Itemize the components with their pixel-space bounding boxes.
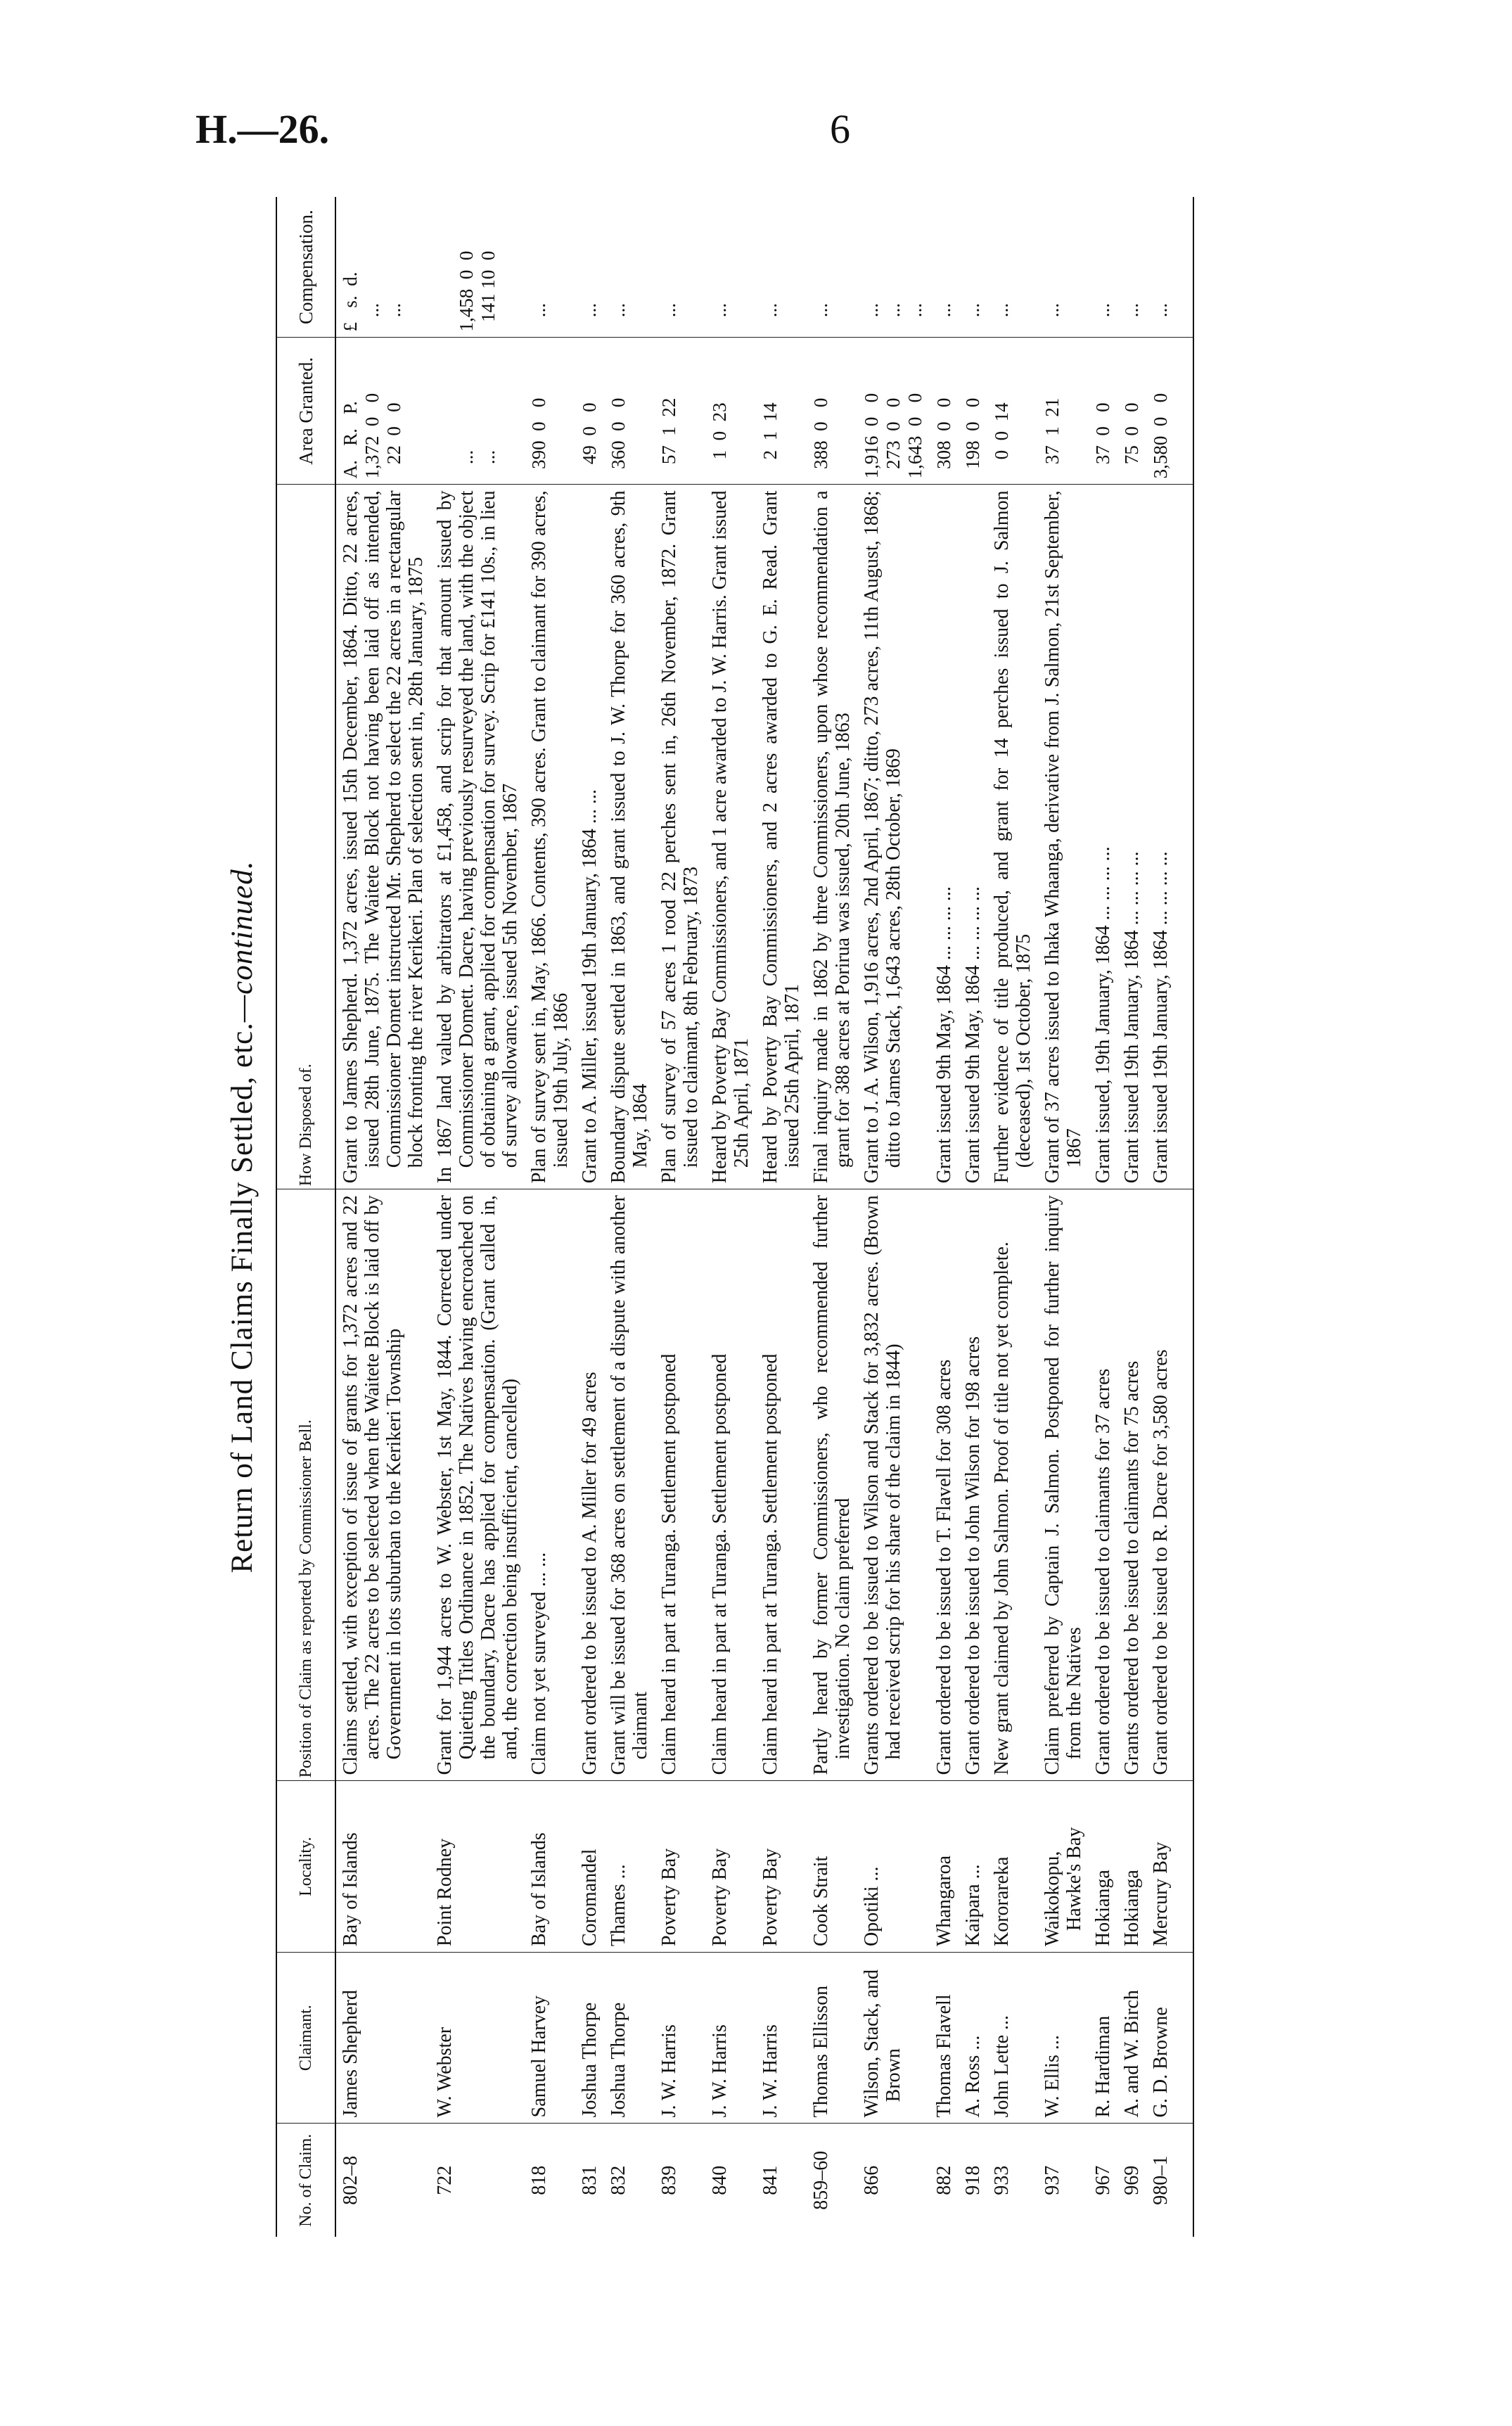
- cell-locality: Hokianga: [1117, 1781, 1146, 1953]
- table-row: [987, 197, 1038, 2237]
- cell-compensation: ...: [604, 197, 655, 338]
- cell-locality: Opotiki ...: [857, 1781, 930, 1953]
- cell-claim-no: 802–8: [340, 2155, 361, 2205]
- table-row: [604, 197, 655, 2237]
- cell-disposed: Plan of survey of 57 acres 1 rood 22 perches sent in, 26th November, 1872. Grant issued to claimant, 8th February, 1873: [655, 485, 705, 1189]
- cell-claim-no: 840: [709, 2165, 731, 2195]
- col-header-area: Area Granted.: [276, 338, 335, 485]
- cell-area: 1 0 23: [705, 338, 756, 485]
- cell-compensation: ...: [575, 197, 604, 338]
- page-number: 6: [830, 106, 850, 152]
- cell-claim-no: 722: [434, 2165, 456, 2195]
- cell-area: A. R. P. 1,372 0 0 22 0 0: [335, 338, 430, 485]
- table-row: [756, 197, 807, 2237]
- cell-claimant: Thomas Ellisson: [807, 1953, 857, 2124]
- table-row: [705, 197, 756, 2237]
- col-header-claimant: Claimant.: [276, 1953, 335, 2124]
- cell-disposed: Heard by Poverty Bay Commissioners, and 2 acres awarded to G. E. Read. Grant issued 25th April, 1871: [756, 485, 807, 1189]
- cell-area: 2 1 14: [756, 338, 807, 485]
- cell-position: Claim heard in part at Turanga. Settlement postponed: [756, 1189, 807, 1781]
- cell-locality: Thames ...: [604, 1781, 655, 1953]
- cell-compensation: ...: [525, 197, 575, 338]
- cell-position: Grant ordered to be issued to A. Miller for 49 acres: [575, 1189, 604, 1781]
- cell-claim-no: 832: [608, 2165, 629, 2195]
- cell-compensation: ...: [959, 197, 987, 338]
- cell-locality: Whangaroa: [930, 1781, 959, 1953]
- table-row: [575, 197, 604, 2237]
- header-row: [276, 197, 335, 2237]
- cell-claimant: J. W. Harris: [756, 1953, 807, 2124]
- cell-compensation: ...: [1146, 197, 1193, 338]
- cell-compensation: ...: [1089, 197, 1117, 338]
- table-row: [655, 197, 705, 2237]
- cell-disposed: Heard by Poverty Bay Commissioners, and 1 acre awarded to J. W. Harris. Grant issued 25th April, 1871: [705, 485, 756, 1189]
- cell-compensation: ...: [930, 197, 959, 338]
- cell-claimant: John Lette ...: [987, 1953, 1038, 2124]
- table-row: [1038, 197, 1089, 2237]
- cell-claimant: R. Hardiman: [1089, 1953, 1117, 2124]
- cell-position: Claim heard in part at Turanga. Settlement postponed: [705, 1189, 756, 1781]
- cell-compensation: ...: [987, 197, 1038, 338]
- cell-claimant: Samuel Harvey: [525, 1953, 575, 2124]
- cell-position: Grant ordered to be issued to claimants for 37 acres: [1089, 1189, 1117, 1781]
- cell-area: 0 0 14: [987, 338, 1038, 485]
- cell-claim-no: 918: [962, 2165, 984, 2195]
- table-row: [430, 197, 525, 2237]
- cell-locality: Kaipara ...: [959, 1781, 987, 1953]
- table-row: [1146, 197, 1193, 2237]
- cell-claim-no: 839: [658, 2165, 680, 2195]
- table-body: [335, 197, 1193, 2237]
- table-row: [959, 197, 987, 2237]
- cell-disposed: Grant of 37 acres issued to Ihaka Whaanga, derivative from J. Salmon, 21st September, 1867: [1038, 485, 1089, 1189]
- cell-disposed: Plan of survey sent in, May, 1866. Contents, 390 acres. Grant to claimant for 390 acres, issued 19th July, 1866: [525, 485, 575, 1189]
- cell-claimant: Joshua Thorpe: [604, 1953, 655, 2124]
- cell-compensation: £ s. d. ... ...: [335, 197, 430, 338]
- col-header-no: No. of Claim.: [276, 2124, 335, 2237]
- cell-area: 308 0 0: [930, 338, 959, 485]
- table-row: [1089, 197, 1117, 2237]
- cell-claimant: W. Webster: [430, 1953, 525, 2124]
- cell-area: 57 1 22: [655, 338, 705, 485]
- cell-position: New grant claimed by John Salmon. Proof of title not yet complete.: [987, 1189, 1038, 1781]
- cell-compensation: ...: [655, 197, 705, 338]
- cell-claim-no: 859–60: [810, 2150, 832, 2210]
- cell-position: Grant for 1,944 acres to W. Webster, 1st May, 1844. Corrected under Quieting Titles Ordinance in 1852. The Natives having encroached on the boundary, Dacre has applied for compensation. (Grant called in, and, the correction being insufficient, cancelled): [430, 1189, 525, 1781]
- cell-locality: Point Rodney: [430, 1781, 525, 1953]
- cell-claimant: Thomas Flavell: [930, 1953, 959, 2124]
- cell-compensation: ...: [1117, 197, 1146, 338]
- cell-claimant: Wilson, Stack, and Brown: [857, 1953, 930, 2124]
- cell-claim-no: 866: [861, 2165, 883, 2195]
- cell-position: Claim heard in part at Turanga. Settlement postponed: [655, 1189, 705, 1781]
- cell-locality: Poverty Bay: [655, 1781, 705, 1953]
- cell-locality: Poverty Bay: [705, 1781, 756, 1953]
- cell-claimant: W. Ellis ...: [1038, 1953, 1089, 2124]
- cell-locality: Cook Strait: [807, 1781, 857, 1953]
- rotated-table-region: [225, 197, 1512, 2237]
- table-row: [525, 197, 575, 2237]
- cell-locality: Hokianga: [1089, 1781, 1117, 1953]
- cell-compensation: ...: [807, 197, 857, 338]
- cell-claimant: A. Ross ...: [959, 1953, 987, 2124]
- cell-locality: Bay of Islands: [525, 1781, 575, 1953]
- cell-disposed: Grant to James Shepherd. 1,372 acres, issued 15th December, 1864. Ditto, 22 acres, issued 28th June, 1875. The Waitete Block not having been laid off as intended, Commissioner Domett instructed Mr. Shepherd to select the 22 acres in a rectangular block fronting the river Kerikeri. Plan of selection sent in, 28th January, 1875: [335, 485, 430, 1189]
- cell-disposed: Grant issued 9th May, 1864 ... ... ... ...: [930, 485, 959, 1189]
- cell-position: Claims settled, with exception of issue of grants for 1,372 acres and 22 acres. The 22 acres to be selected when the Waitete Block is laid off by Government in lots suburban to the Kerikeri Township: [335, 1189, 430, 1781]
- cell-area: 3,580 0 0: [1146, 338, 1193, 485]
- cell-claimant: G. D. Browne: [1146, 1953, 1193, 2124]
- cell-locality: Coromandel: [575, 1781, 604, 1953]
- cell-claim-no: 937: [1042, 2165, 1063, 2195]
- cell-claim-no: 967: [1092, 2165, 1114, 2195]
- cell-position: Partly heard by former Commissioners, who recommended further investigation. No claim preferred: [807, 1189, 857, 1781]
- cell-disposed: Further evidence of title produced, and grant for 14 perches issued to J. Salmon (deceased), 1st October, 1875: [987, 485, 1038, 1189]
- title-main: Return of Land Claims Finally Settled, etc.: [226, 1022, 259, 1573]
- cell-disposed: Grant issued 9th May, 1864 ... ... ... ...: [959, 485, 987, 1189]
- cell-position: Claim preferred by Captain J. Salmon. Postponed for further inquiry from the Natives: [1038, 1189, 1089, 1781]
- cell-claim-no: 969: [1121, 2165, 1143, 2195]
- table-row: [930, 197, 959, 2237]
- col-header-locality: Locality.: [276, 1781, 335, 1953]
- table-row: [1117, 197, 1146, 2237]
- cell-locality: Poverty Bay: [756, 1781, 807, 1953]
- cell-locality: Waikokopu, Hawke's Bay: [1038, 1781, 1089, 1953]
- cell-disposed: Grant issued 19th January, 1864 ... ... ... ...: [1146, 485, 1193, 1189]
- cell-area: 49 0 0: [575, 338, 604, 485]
- cell-disposed: Grant to J. A. Wilson, 1,916 acres, 2nd April, 1867; ditto, 273 acres, 11th August, 1868; ditto to James Stack, 1,643 acres, 28th October, 1869: [857, 485, 930, 1189]
- claims-table: [276, 197, 1194, 2237]
- cell-disposed: Final inquiry made in 1862 by three Commissioners, upon whose recommendation a grant for 388 acres at Porirua was issued, 20th June, 1863: [807, 485, 857, 1189]
- cell-disposed: Grant issued 19th January, 1864 ... ... ... ...: [1117, 485, 1146, 1189]
- table-row: [857, 197, 930, 2237]
- cell-area: 198 0 0: [959, 338, 987, 485]
- cell-compensation: 1,458 0 0 141 10 0: [430, 197, 525, 338]
- cell-disposed: Grant to A. Miller, issued 19th January, 1864 ... ...: [575, 485, 604, 1189]
- cell-area: 37 1 21: [1038, 338, 1089, 485]
- cell-locality: Bay of Islands: [335, 1781, 430, 1953]
- cell-claim-no: 882: [933, 2165, 955, 2195]
- cell-area: 360 0 0: [604, 338, 655, 485]
- cell-claim-no: 831: [579, 2165, 601, 2195]
- cell-locality: Mercury Bay: [1146, 1781, 1193, 1953]
- cell-area: 75 0 0: [1117, 338, 1146, 485]
- cell-compensation: ...: [705, 197, 756, 338]
- cell-position: Grants ordered to be issued to Wilson and Stack for 3,832 acres. (Brown had received scrip for his share of the claim in 1844): [857, 1189, 930, 1781]
- cell-claimant: James Shepherd: [335, 1953, 430, 2124]
- cell-area: 390 0 0: [525, 338, 575, 485]
- cell-area: 1,916 0 0 273 0 0 1,643 0 0: [857, 338, 930, 485]
- cell-position: Grant ordered to be issued to John Wilson for 198 acres: [959, 1189, 987, 1781]
- table-row: [807, 197, 857, 2237]
- cell-disposed: Grant issued, 19th January, 1864 ... ... ... ...: [1089, 485, 1117, 1189]
- cell-position: Grants ordered to be issued to claimants for 75 acres: [1117, 1189, 1146, 1781]
- cell-disposed: In 1867 land valued by arbitrators at £1,458, and scrip for that amount issued by Commissioner Domett. Dacre, having previously resurveyed the land, with the object of obtaining a grant, applied for compensation for survey. Scrip for £141 10s., in lieu of survey allowance, issued 5th November, 1867: [430, 485, 525, 1189]
- cell-claim-no: 980–1: [1146, 2124, 1193, 2237]
- cell-compensation: ...: [1038, 197, 1089, 338]
- cell-claimant: A. and W. Birch: [1117, 1953, 1146, 2124]
- cell-claim-no: 933: [991, 2165, 1013, 2195]
- document-id: H.—26.: [196, 106, 330, 152]
- cell-disposed: Boundary dispute settled in 1863, and grant issued to J. W. Thorpe for 360 acres, 9th May, 1864: [604, 485, 655, 1189]
- col-header-disposed: How Disposed of.: [276, 485, 335, 1189]
- cell-claimant: Joshua Thorpe: [575, 1953, 604, 2124]
- cell-area: 388 0 0: [807, 338, 857, 485]
- col-header-position: Position of Claim as reported by Commissioner Bell.: [276, 1189, 335, 1781]
- cell-area: ... ...: [430, 338, 525, 485]
- cell-compensation: ... ... ...: [857, 197, 930, 338]
- cell-claimant: J. W. Harris: [655, 1953, 705, 2124]
- title-suffix: —continued.: [226, 860, 259, 1023]
- cell-claim-no: 841: [760, 2165, 781, 2195]
- cell-area: 37 0 0: [1089, 338, 1117, 485]
- cell-compensation: ...: [756, 197, 807, 338]
- cell-position: Grant will be issued for 368 acres on settlement of a dispute with another claimant: [604, 1189, 655, 1781]
- cell-position: Grant ordered to be issued to T. Flavell for 308 acres: [930, 1189, 959, 1781]
- table-row: [335, 197, 430, 2237]
- cell-position: Claim not yet surveyed ... ...: [525, 1189, 575, 1781]
- cell-position: Grant ordered to be issued to R. Dacre for 3,580 acres: [1146, 1189, 1193, 1781]
- cell-claimant: J. W. Harris: [705, 1953, 756, 2124]
- col-header-compensation: Compensation.: [276, 197, 335, 338]
- table-title: [225, 197, 267, 2237]
- cell-claim-no: 818: [528, 2165, 550, 2195]
- cell-locality: Kororareka: [987, 1781, 1038, 1953]
